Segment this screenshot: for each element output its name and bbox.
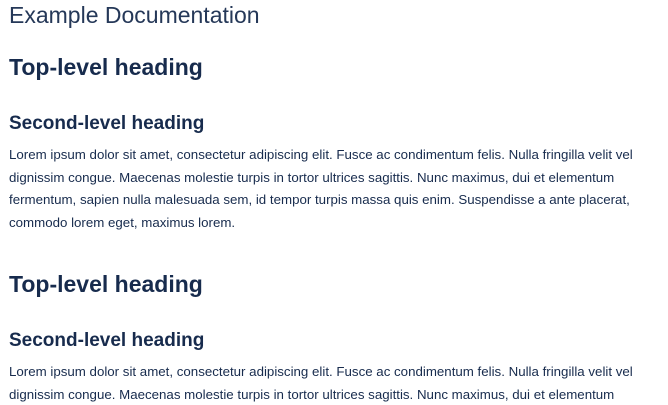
section-2-heading-level-2[interactable]: Second-level heading [9, 330, 205, 351]
section-1-heading-level-1[interactable]: Top-level heading [9, 54, 203, 80]
paragraph-line: dignissim congue. Maecenas molestie turpis in tortor ultrices sagittis. Nunc maximus, dui et elementum [9, 169, 615, 185]
paragraph-line: dignissim congue. Maecenas molestie turpis in tortor ultrices sagittis. Nunc maximus, dui et elementum [9, 386, 615, 402]
section-1-heading-level-2[interactable]: Second-level heading [9, 113, 205, 134]
paragraph-line: commodo lorem eget, maximus lorem. [9, 214, 236, 230]
section-2-heading-level-1[interactable]: Top-level heading [9, 271, 203, 297]
paragraph-line: fermentum, sapien nulla malesuada sem, id tempor turpis massa quis enim. Suspendisse a ante placerat, [9, 192, 630, 207]
section-2-paragraph[interactable] [9, 361, 649, 405]
paragraph-line: Lorem ipsum dolor sit amet, consectetur adipiscing elit. Fusce ac condimentum felis. Nulla fringilla velit vel [9, 364, 633, 379]
paragraph-line: Lorem ipsum dolor sit amet, consectetur adipiscing elit. Fusce ac condimentum felis. Nulla fringilla velit vel [9, 147, 633, 162]
section-1-paragraph[interactable] [9, 144, 649, 234]
document-page [9, 0, 659, 405]
document-title[interactable]: Example Documentation [9, 2, 260, 28]
